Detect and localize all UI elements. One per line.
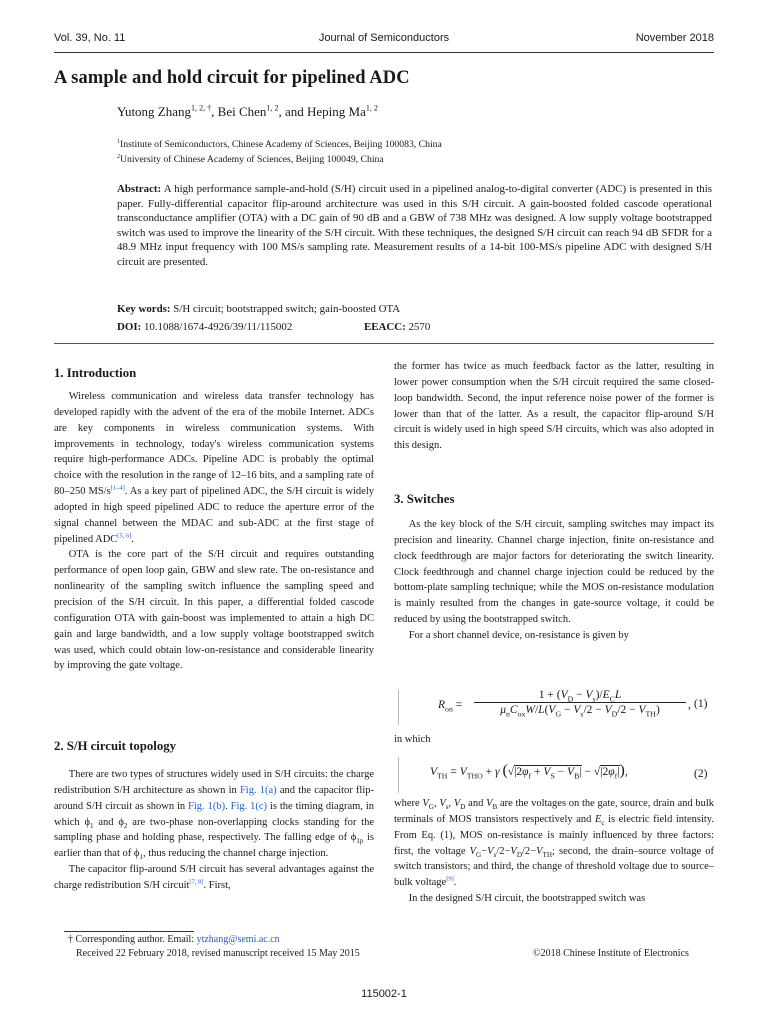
author-name: Bei Chen [217, 104, 267, 119]
header-divider [54, 52, 714, 53]
keywords [117, 303, 400, 315]
section-heading-switches: 3. Switches [394, 492, 455, 506]
running-header [54, 32, 714, 48]
copyright: ©2018 Chinese Institute of Electronics [533, 948, 689, 959]
abstract [117, 182, 712, 270]
text: is the timing diagram, in which ϕ [54, 800, 374, 828]
paragraph: In the designed S/H circuit, the bootstrapped switch was [408, 893, 646, 905]
paragraph: OTA is the core part of the S/H circuit and requires outstanding performance of open loop gain, GBW and slew rate. The on-resistance and nonlinearity of the sampling switch influence the sampling speed and precision of the S/H circuit. In this paper, a differential folded cascode configuration OTA with gain-boost was implemented to attain a high DC gain and large bandwidth, and a low supply voltage bootstrapped switch was used, which could obtain low-on-resistance and considerable linearity by improving the gate voltage. [54, 549, 374, 672]
text: is earlier than that of ϕ [54, 832, 374, 860]
journal-name: Journal of Semiconductors [318, 32, 450, 44]
affiliation-text: University of Chinese Academy of Sciences, Beijing 100049, China [120, 154, 384, 165]
author-name: Yutong Zhang [117, 104, 192, 119]
equation-2: $V_{TH} = V_{THO} + \gamma$ $(√|2\varphi_f + V_S - V_B| - √|2\varphi_f|)$, [430, 762, 628, 781]
eeacc-label: EEACC: [364, 321, 406, 333]
text: Wireless communication and wireless data transfer technology has developed rapidly with the advent of the era of the mobile Internet. ADCs are key components in wireless communication systems. With improvements in technology, today's wireless communication systems require high-performance ADCs. Pipeline ADC is probably the optimal choice with the resolution in the range of 12–16 bits, and a sampling rate of 80–250 MS/s [54, 391, 374, 498]
affiliation [117, 154, 384, 165]
equation-marker [398, 757, 399, 793]
footnote-divider [64, 931, 194, 932]
subscript: 1 [139, 853, 143, 862]
text: and the capacitor flip-around S/H circuit as shown in [54, 784, 374, 812]
paragraph: where $V_G$, $V_s$, $V_D$ and $V_B$ are the voltages on the gate, source, drain and bulk terminals of MOS transistors respectively and $E_c$ is electric field intensity. From Eq. (1), MOS on-resistance is mainly influenced by three factors: first, the voltage $V_G-V_s/2-V_D/2-V_{TH}$; second, the drain–source voltage of switch transistors; and third, the change of threshold voltage due to source–bulk voltage[9]. [394, 798, 714, 889]
citation-link[interactable]: [7, 8] [189, 878, 204, 886]
text: . [131, 533, 135, 545]
text: are two-phase non-overlapping clocks standing for the sampling phase and holding phase, respectively. The falling edge of ϕ [54, 816, 375, 844]
paragraph [54, 862, 374, 894]
paragraph: the former has twice as much feedback factor as the latter, resulting in lower power consumption when the S/H circuit required the same closed-loop bandwidth. Second, the input reference noise power of the former is lower than that of the latter. As a result, the capacitor flip-around S/H circuit is widely used in high speed S/H circuits, which was also adopted in this design. [394, 361, 714, 452]
subscript: 1 [90, 821, 94, 830]
section-heading-introduction: 1. Introduction [54, 366, 137, 380]
affiliation-number: 2 [117, 153, 120, 160]
switches-body-continued [394, 796, 714, 907]
volume-issue: Vol. 39, No. 11 [54, 32, 126, 44]
doi-line [117, 321, 431, 333]
text: The capacitor flip-around S/H circuit has several advantages against the charge redistribution S/H circuit [54, 864, 374, 891]
text: , thus reducing the channel charge injection. [142, 848, 329, 860]
figure-link[interactable]: Fig. 1(a) [239, 784, 277, 796]
eeacc-value: 2570 [408, 321, 431, 333]
paragraph: For a short channel device, on-resistance is given by [408, 629, 629, 641]
eeacc [364, 321, 430, 333]
page-number: 115002-1 [361, 988, 407, 1000]
received-dates: Received 22 February 2018, revised manuscript received 15 May 2015 [76, 948, 360, 959]
paragraph: As the key block of the S/H circuit, sampling switches may impact its precision and linearity. Channel charge injection, finite on-resistance and clock feedthrough are major factors for deteriorating the switch linearity. Clock feedthrough and channel charge injection could be reduced by the bottom-plate sampling technique; while the MOS on-resistance modulation is mainly resulted from the changes in gate-source voltage, it could be reduced by using the bootstrapped switch. [394, 519, 714, 626]
equation-marker [398, 689, 399, 725]
paragraph [54, 767, 374, 862]
issue-date: November 2018 [635, 32, 714, 44]
citation-link[interactable]: [5, 6] [117, 532, 132, 540]
text: . As a key part of pipelined ADC, the S/H circuit is widely adopted in high speed pipelined ADC to reduce the aperture error of the signal channel between the MDAC and sub-ADC at the first stage of pipelined ADC [54, 486, 374, 545]
author-list: Yutong Zhang$^{1, 2, \dagger}$, Bei Chen$^{1, 2}$, and Heping Ma$^{1, 2}$ [117, 103, 378, 119]
author-marks: 1, 2 [365, 103, 378, 113]
switches-body [394, 517, 714, 644]
affiliation-number: 1 [117, 138, 120, 145]
text: in which [394, 734, 431, 745]
text: † Corresponding author. Email: [68, 934, 197, 945]
abstract-label: Abstract: [117, 183, 162, 195]
figure-link[interactable]: Fig. 1(c) [230, 800, 268, 812]
author-name: Heping Ma [307, 104, 366, 119]
subscript: 1p [356, 837, 364, 846]
text: and ϕ [93, 816, 124, 828]
topology-body [54, 767, 374, 894]
paragraph [54, 389, 374, 547]
subscript: 2 [123, 821, 128, 830]
topology-body-continued [394, 359, 714, 454]
citation-link[interactable]: [9] [446, 875, 454, 883]
equation-1: $R_{on}$ = $1 + (V_D - V_s)/E_CL$ $\mu_nC_{ox}W/L(V_G - V_s/2 - V_D/2 - V_{TH})$ , [438, 689, 691, 719]
corresponding-author-note [68, 934, 280, 945]
abstract-text: A high performance sample-and-hold (S/H) circuit used in a pipelined analog-to-digital converter (ADC) is presented in this paper. Fully-differential capacitor flip-around architecture was used in this S/H circuit. A gain-boosted folded cascode operational transconductance amplifier (OTA) with a DC gain of 90 dB and a GBW of 738 MHz was designed. A low supply voltage bootstrapped switch was used to improve the linearity of the S/H circuit. With these techniques, the designed S/H circuit can reach 94 dB SFDR for a 48.9 MHz input frequency with 100 MS/s sampling rate. Measurement results of a 14-bit 100-MS/s pipeline ADC with designed S/H circuit are presented. [117, 183, 712, 268]
text: . First, [203, 879, 231, 891]
text: There are two types of structures widely used in S/H circuits: the charge redistribution S/H architecture as shown in [54, 769, 374, 796]
equation-number: (1) [694, 698, 708, 710]
abstract-divider [54, 343, 714, 344]
email-link[interactable]: ytzhang@semi.ac.cn [196, 934, 280, 945]
text: . [225, 800, 231, 812]
keywords-text: S/H circuit; bootstrapped switch; gain-boosted OTA [173, 303, 401, 315]
equation-lead-in [394, 732, 714, 748]
figure-link[interactable]: Fig. 1(b) [188, 800, 226, 812]
section-heading-topology: 2. S/H circuit topology [54, 739, 177, 753]
text: . [453, 877, 457, 889]
author-marks: 1, 2, † [191, 103, 212, 113]
citation-link[interactable]: [1–4] [110, 484, 125, 492]
paper-title: A sample and hold circuit for pipelined ADC [54, 68, 410, 88]
equation-number: (2) [694, 768, 708, 780]
author-marks: 1, 2 [266, 103, 279, 113]
doi-value[interactable]: 10.1088/1674-4926/39/11/115002 [143, 321, 293, 333]
affiliation [117, 139, 442, 150]
introduction-body [54, 389, 374, 674]
affiliation-text: Institute of Semiconductors, Chinese Academy of Sciences, Beijing 100083, China [120, 139, 442, 150]
doi-label: DOI: [117, 321, 142, 333]
keywords-label: Key words: [117, 303, 171, 315]
